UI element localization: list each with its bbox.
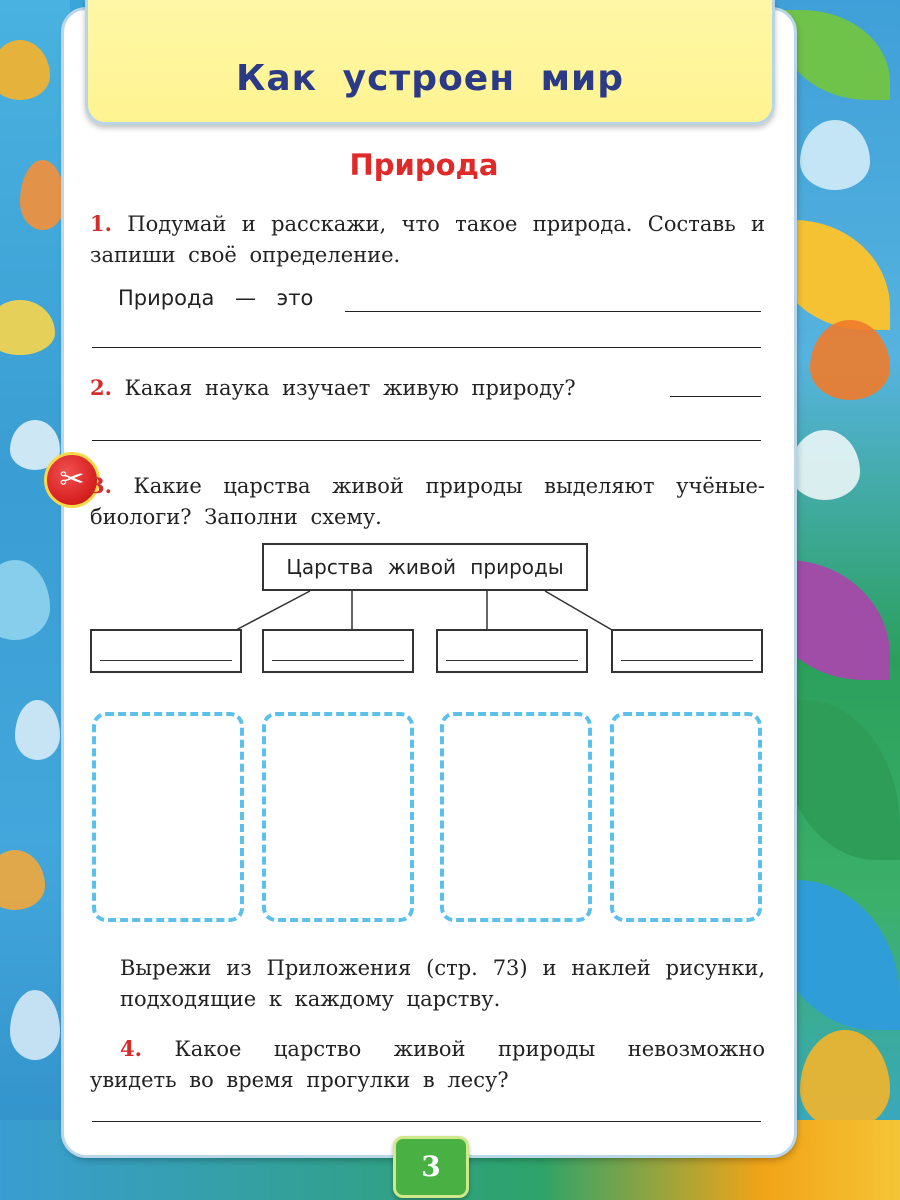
task-3-number: 3. <box>90 473 112 498</box>
task-3-text: Какие царства живой природы выделяют учёные-биологи? Заполни схему. <box>90 474 765 529</box>
paste-area-3[interactable] <box>440 712 592 922</box>
page-number: 3 <box>393 1136 469 1198</box>
task-1-text: Подумай и расскажи, что такое природа. Составь и запиши своё определение. <box>90 212 765 267</box>
task-1-number: 1. <box>90 211 112 236</box>
cutout-instruction: Вырежи из Приложения (стр. 73) и наклей рисунки, подходящие к каждому царству. <box>120 956 765 1011</box>
task-4-number: 4. <box>120 1036 142 1061</box>
task-4-text: Какое царство живой природы невозможно увидеть во время прогулки в лесу? <box>90 1037 765 1092</box>
kingdom-box-2[interactable] <box>262 629 414 673</box>
scheme-root-box: Царства живой природы <box>262 543 588 591</box>
section-title: Природа <box>349 148 499 182</box>
task-2-text: Какая наука изучает живую природу? <box>124 376 576 400</box>
paste-area-2[interactable] <box>262 712 414 922</box>
paste-area-4[interactable] <box>610 712 762 922</box>
kingdom-box-4[interactable] <box>611 629 763 673</box>
answer-line-4[interactable] <box>92 1121 761 1122</box>
kingdom-box-1[interactable] <box>90 629 242 673</box>
scissors-icon: ✂ <box>44 452 100 508</box>
page-title: Как устроен мир <box>235 58 625 99</box>
task-4 <box>90 1033 765 1096</box>
paste-area-1[interactable] <box>92 712 244 922</box>
task-1-prompt: Природа — это <box>118 286 314 310</box>
task-2-number: 2. <box>90 375 112 400</box>
kingdom-box-3[interactable] <box>436 629 588 673</box>
